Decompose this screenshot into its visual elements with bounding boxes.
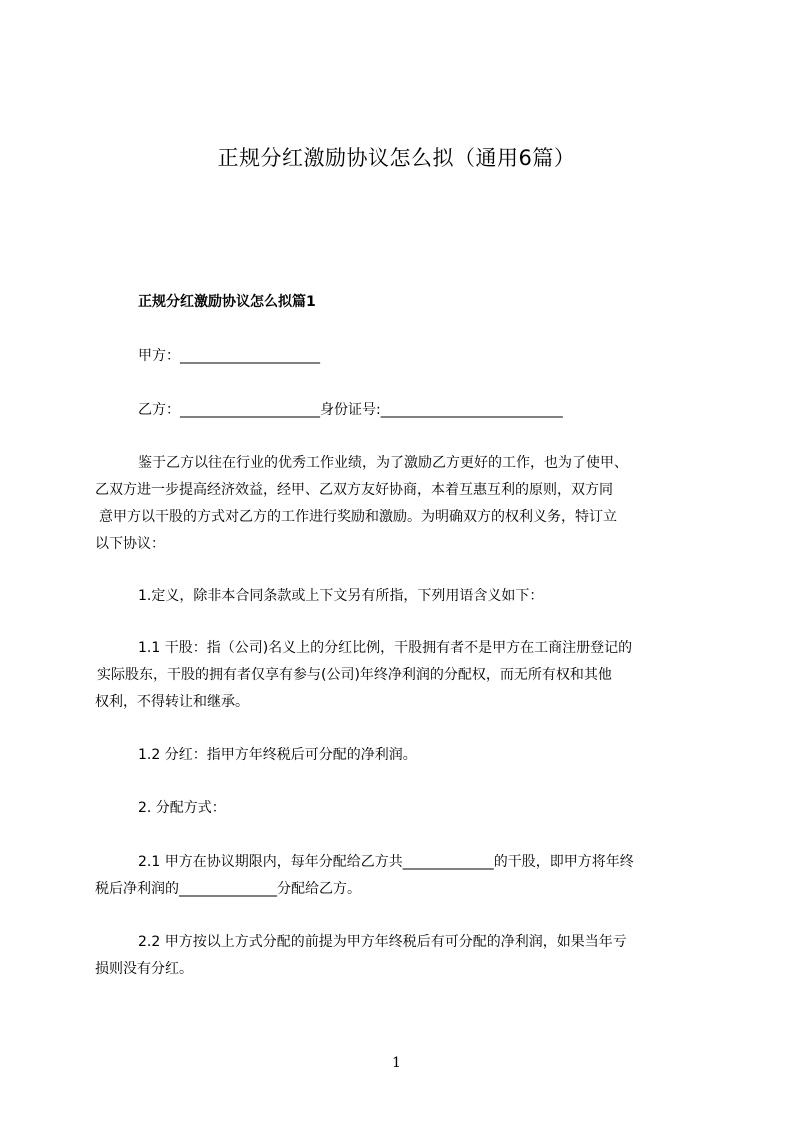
- paragraph-line: 实际股东，干股的拥有者仅享有参与(公司)年终净利润的分配权，而无所有权和其他: [97, 667, 612, 683]
- page-number: 1: [392, 1055, 401, 1071]
- paragraph-line: 2. 分配方式：: [138, 800, 226, 816]
- paragraph-line: 损则没有分红。: [95, 961, 193, 977]
- paragraph-line: 权利，不得转让和继承。: [95, 694, 249, 710]
- paragraph-line: 以下协议：: [95, 536, 165, 552]
- paragraph-line: 意甲方以干股的方式对乙方的工作进行奖励和激励。为明确双方的权利义务，特订立: [99, 509, 617, 525]
- party-a-line: 甲方：____________________: [138, 348, 320, 364]
- paragraph-line: 2.1 甲方在协议期限内，每年分配给乙方共_____________的干股，即甲方将年终: [138, 854, 634, 870]
- paragraph-line: 1.1 干股：指（公司)名义上的分红比例，干股拥有者不是甲方在工商注册登记的: [138, 640, 633, 656]
- document-title: 正规分红激励协议怎么拟（通用6篇）: [217, 146, 576, 170]
- party-b-line: 乙方：____________________身份证号:__________________________: [138, 402, 563, 418]
- paragraph-line: 1.定义，除非本合同条款或上下文另有所指，下列用语含义如下：: [138, 588, 544, 604]
- paragraph-line: 乙双方进一步提高经济效益，经甲、乙双方友好协商，本着互惠互利的原则，双方同: [95, 482, 613, 498]
- paragraph-line: 鉴于乙方以往在行业的优秀工作业绩，为了激励乙方更好的工作，也为了使甲、: [138, 455, 628, 471]
- paragraph-line: 税后净利润的______________分配给乙方。: [95, 881, 361, 897]
- paragraph-line: 2.2 甲方按以上方式分配的前提为甲方年终税后有可分配的净利润，如果当年亏: [138, 934, 627, 950]
- paragraph-line: 1.2 分红：指甲方年终税后可分配的净利润。: [138, 747, 417, 763]
- section-heading: 正规分红激励协议怎么拟篇1: [138, 294, 316, 310]
